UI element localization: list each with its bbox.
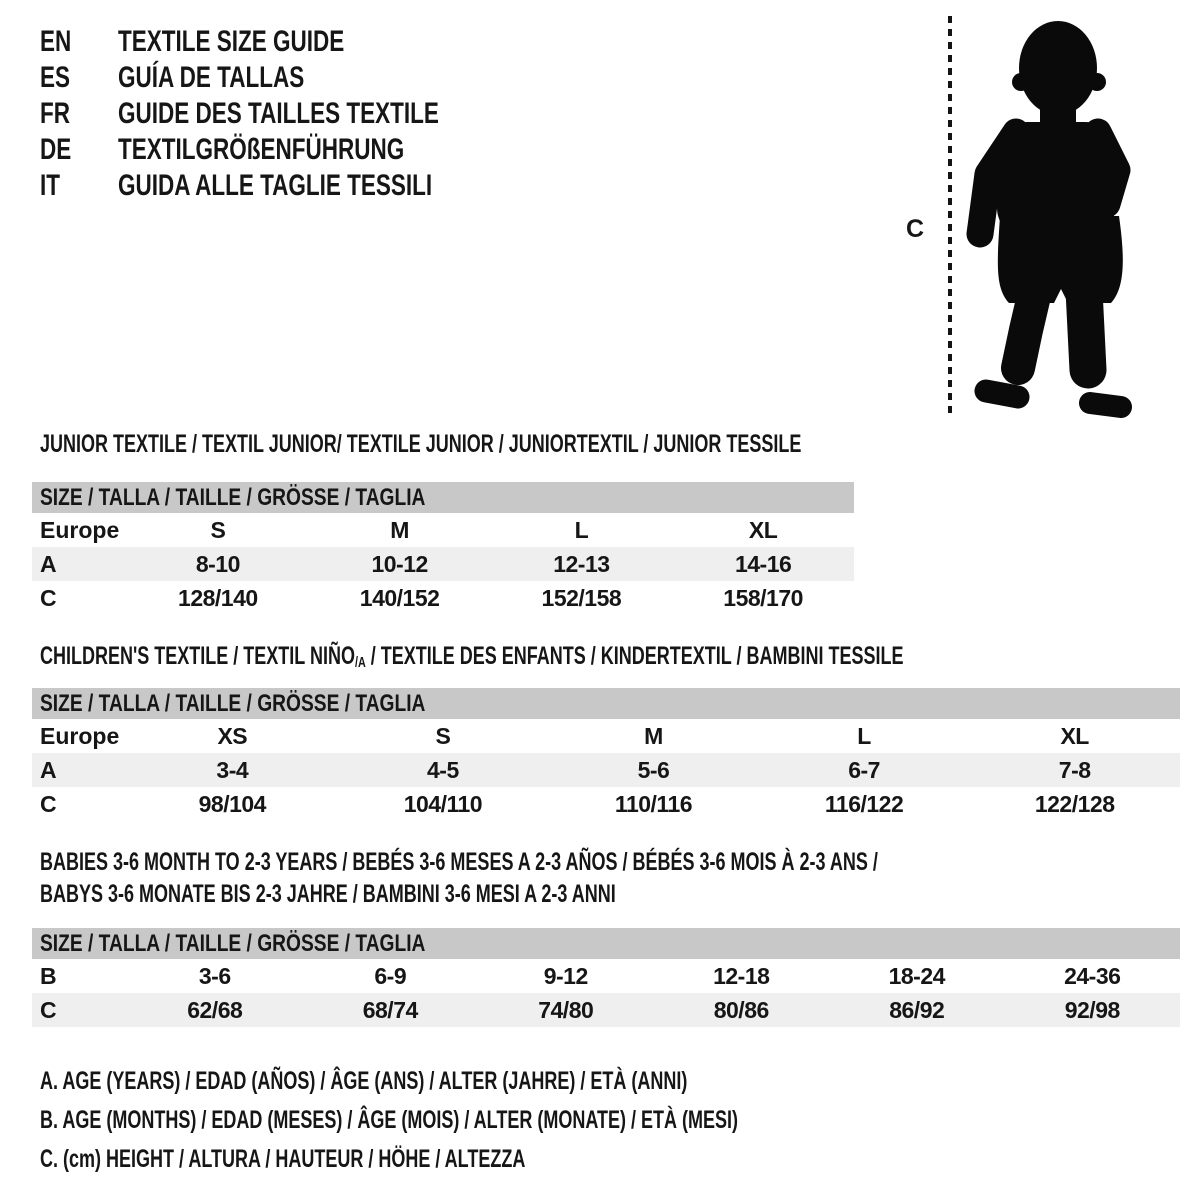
size-table-header: SIZE / TALLA / TAILLE / GRÖSSE / TAGLIA [32,928,1180,959]
height-cell: 128/140 [178,585,258,611]
size-cell: S [210,517,226,543]
row-label: C [40,997,57,1023]
height-cell: 116/122 [824,791,904,817]
months-cell: 9-12 [543,963,588,989]
age-cell: 3-4 [216,757,249,783]
junior-size-table [32,482,854,615]
table-row-height [32,581,854,615]
table-row-europe [32,719,1180,753]
age-cell: 8-10 [195,551,240,577]
language-row-fr [40,96,572,132]
table-row-europe [32,513,854,547]
age-cell: 4-5 [427,757,459,783]
height-cell: 140/152 [359,585,440,611]
age-cell: 6-7 [848,757,880,783]
height-marker-label: C [906,215,925,243]
row-label: C [40,585,57,611]
size-cell: XL [1060,723,1089,749]
language-row-en [40,24,446,60]
height-cell: 68/74 [362,997,418,1023]
size-cell: XS [217,723,248,749]
table-row-height [32,993,1180,1027]
height-cell: 92/98 [1064,997,1120,1023]
table-row-age [32,547,854,581]
age-cell: 7-8 [1058,757,1091,783]
row-label: A [40,757,57,783]
language-row-it [40,168,563,204]
height-cell: 104/110 [403,791,483,817]
row-label: Europe [40,517,120,543]
toddler-silhouette-icon [962,18,1138,418]
table-row-age [32,753,1180,787]
height-cell: 122/128 [1034,791,1115,817]
language-code: ES [40,61,71,94]
row-label: Europe [40,723,120,749]
height-cell: 152/158 [541,585,622,611]
guide-title: GUIDE DES TAILLES TEXTILE [118,97,439,130]
language-code: FR [40,97,70,130]
guide-title: TEXTILGRÖßENFÜHRUNG [118,133,405,166]
table-row-height [32,787,1180,821]
row-label: A [40,551,57,577]
size-cell: S [435,723,451,749]
language-row-de [40,132,526,168]
row-label: C [40,791,57,817]
legend-height-cm: C. (cm) HEIGHT / ALTURA / HAUTEUR / HÖHE / ALTEZZA [40,1145,526,1173]
legend-age-months: B. AGE (MONTHS) / EDAD (MESES) / ÂGE (MOIS) / ALTER (MONATE) / ETÀ (MESI) [40,1106,738,1134]
months-cell: 18-24 [888,963,945,989]
age-cell: 14-16 [734,551,792,577]
size-cell: XL [748,517,778,543]
language-code: EN [40,25,72,58]
height-cell: 86/92 [889,997,945,1023]
months-cell: 12-18 [713,963,770,989]
height-cell: 98/104 [198,791,266,817]
height-cell: 62/68 [187,997,243,1023]
junior-section-title: JUNIOR TEXTILE / TEXTIL JUNIOR/ TEXTILE JUNIOR / JUNIORTEXTIL / JUNIOR TESSILE [40,430,802,458]
size-cell: L [574,517,589,543]
language-code: DE [40,133,72,166]
height-cell: 110/116 [614,791,693,817]
age-cell: 10-12 [371,551,428,577]
guide-title: GUIDA ALLE TAGLIE TESSILI [118,169,433,202]
guide-title: TEXTILE SIZE GUIDE [118,25,345,58]
height-cell: 74/80 [538,997,594,1023]
title-subscript: /A [354,654,366,671]
legend-age-years: A. AGE (YEARS) / EDAD (AÑOS) / ÂGE (ANS) / ALTER (JAHRE) / ETÀ (ANNI) [40,1067,688,1095]
age-cell: 12-13 [553,551,610,577]
size-table-header: SIZE / TALLA / TAILLE / GRÖSSE / TAGLIA [32,482,854,513]
language-row-es [40,60,392,96]
row-label: B [40,963,57,989]
babies-size-table [32,928,1180,1027]
children-size-table [32,688,1180,821]
months-cell: 6-9 [374,963,407,989]
size-cell: M [644,723,663,749]
height-dashed-line [948,16,952,417]
size-cell: L [857,723,871,749]
height-cell: 158/170 [723,585,803,611]
babies-section-title: BABIES 3-6 MONTH TO 2-3 YEARS / BEBÉS 3-6 MESES A 2-3 AÑOS / BÉBÉS 3-6 MOIS À 2-3 ANS / BABYS 3-6 MONATE BIS 2-3 JAHRE / BAMBINI 3-6 MESI A 2-3 ANNI [40,848,878,908]
size-table-header: SIZE / TALLA / TAILLE / GRÖSSE / TAGLIA [32,688,1180,719]
table-row-months [32,959,1180,993]
months-cell: 24-36 [1064,963,1121,989]
months-cell: 3-6 [198,963,231,989]
age-cell: 5-6 [637,757,670,783]
height-cell: 80/86 [713,997,769,1023]
guide-title: GUÍA DE TALLAS [118,61,305,94]
children-section-title: CHILDREN'S TEXTILE / TEXTIL NIÑO/A / TEXTILE DES ENFANTS / KINDERTEXTIL / BAMBINI TESSILE [40,642,904,671]
size-cell: M [390,517,409,543]
language-code: IT [40,169,61,202]
